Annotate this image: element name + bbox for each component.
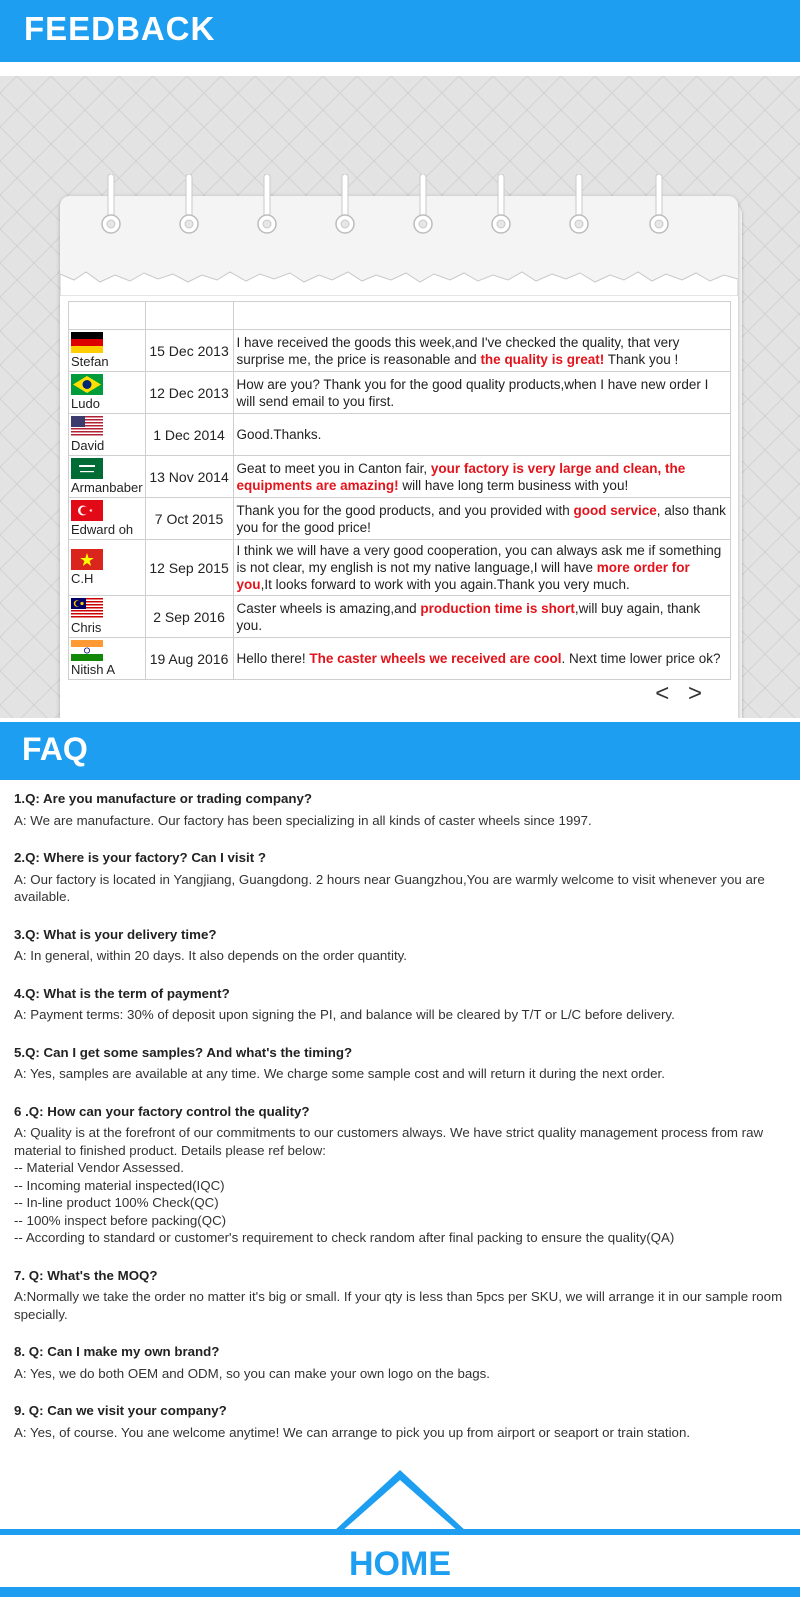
feedback-message-highlight: production time is short — [420, 600, 575, 616]
brazil-flag-icon — [71, 374, 103, 395]
feedback-date: 12 Sep 2015 — [145, 540, 233, 596]
faq-answer: A: Yes, samples are available at any time. We charge some sample cost and will return it during the next order. — [14, 1066, 665, 1081]
faq-banner — [0, 722, 800, 780]
faq-question: 5.Q: Can I get some samples? And what's the timing? — [14, 1044, 353, 1060]
faq-answer: A: Yes, we do both OEM and ODM, so you can make your own logo on the bags. — [14, 1365, 491, 1381]
feedback-title: FEEDBACK — [24, 10, 216, 47]
feedback-row — [69, 330, 731, 372]
turkey-flag-icon — [71, 500, 103, 521]
feedback-pager — [655, 680, 708, 708]
faq-item — [14, 1343, 790, 1382]
feedback-user-cell — [69, 414, 146, 456]
feedback-date: 15 Dec 2013 — [145, 330, 233, 372]
faq-question: 7. Q: What's the MOQ? — [14, 1267, 158, 1283]
saudi-flag-icon — [71, 458, 103, 479]
malaysia-flag-icon — [71, 598, 103, 619]
faq-answer: A: Our factory is located in Yangjiang, Guangdong. 2 hours near Guangzhou,You are warmly welcome to visit whenever you are available. — [14, 871, 765, 904]
header-cell-message — [233, 302, 730, 330]
feedback-user-cell — [69, 540, 146, 596]
faq-question: 6 .Q: How can your factory control the quality? — [14, 1103, 310, 1119]
feedback-message — [233, 372, 730, 414]
feedback-message-text: will have long term business with you! — [398, 477, 629, 493]
spiral-ring-6 — [490, 174, 512, 244]
faq-question: 8. Q: Can I make my own brand? — [14, 1344, 220, 1359]
header-cell-user — [69, 302, 146, 330]
faq-item — [14, 849, 790, 906]
feedback-row — [69, 414, 731, 456]
feedback-message-text: Thank you ! — [604, 351, 679, 367]
feedback-message-highlight: The caster wheels we received are cool — [309, 651, 562, 666]
faq-item — [14, 1103, 790, 1247]
spiral-ring-3 — [256, 174, 278, 244]
feedback-row — [69, 456, 731, 498]
feedback-row — [69, 540, 731, 596]
faq-question: 2.Q: Where is your factory? Can I visit ? — [14, 850, 266, 865]
feedback-notepad — [60, 196, 742, 718]
feedback-user-cell — [69, 372, 146, 414]
feedback-message — [233, 498, 730, 540]
feedback-banner — [0, 0, 800, 62]
spiral-ring-1 — [100, 174, 122, 244]
feedback-user-name: Chris — [71, 620, 102, 635]
faq-answer: A:Normally we take the order no matter it's big or small. If your qty is less than 5pcs per SKU, we will arrange it in our sample room specially. — [14, 1289, 783, 1322]
faq-list — [14, 790, 790, 1461]
feedback-message-text: I have received the goods this week,and I've checked the quality, that very surprise me, the price is reasonable and — [236, 334, 680, 367]
faq-title: FAQ — [22, 731, 88, 767]
feedback-message — [233, 596, 730, 638]
faq-question: 4.Q: What is the term of payment? — [14, 985, 230, 1001]
next-page-button[interactable]: > — [687, 680, 708, 707]
faq-answer: A: Quality is at the forefront of our commitments to our customers always. We have strict quality management process from raw material to finished product. Details please ref below: -- Material Vendor Assessed. -- Incoming material inspected(IQC) -- In-line product 100% Check(QC) -- 100% inspect before packing(QC) -- According to standard or customer's requirement to check random after final packing to ensure the quality(QA) — [14, 1125, 764, 1245]
feedback-message — [233, 638, 730, 680]
header-cell-date — [145, 302, 233, 330]
feedback-message — [233, 456, 730, 498]
feedback-message — [233, 540, 730, 596]
feedback-message — [233, 330, 730, 372]
germany-flag-icon — [71, 332, 103, 353]
faq-question: 1.Q: Are you manufacture or trading company? — [14, 791, 312, 806]
faq-answer: A: In general, within 20 days. It also depends on the order quantity. — [14, 948, 407, 963]
feedback-message-highlight: good service — [573, 502, 657, 518]
feedback-user-name: Armanbaber — [71, 480, 143, 495]
feedback-user-cell — [69, 638, 146, 680]
home-link[interactable]: HOME — [349, 1545, 451, 1583]
feedback-user-cell — [69, 596, 146, 638]
feedback-date: 13 Nov 2014 — [145, 456, 233, 498]
feedback-user-name: Nitish A — [71, 662, 116, 677]
vietnam-flag-icon — [71, 549, 103, 570]
feedback-row — [69, 596, 731, 638]
faq-question: 9. Q: Can we visit your company? — [14, 1403, 227, 1418]
feedback-user-name: Edward oh — [71, 522, 134, 537]
faq-item — [14, 790, 790, 829]
feedback-date: 1 Dec 2014 — [145, 414, 233, 456]
faq-item — [14, 985, 790, 1024]
spiral-ring-8 — [648, 174, 670, 244]
feedback-user-name: Stefan — [71, 354, 109, 369]
feedback-row — [69, 498, 731, 540]
feedback-date: 19 Aug 2016 — [145, 638, 233, 680]
feedback-message-text: Geat to meet you in Canton fair, — [236, 460, 431, 476]
feedback-message-text: Thank you for the good products, and you provided with — [236, 502, 574, 518]
feedback-row — [69, 638, 731, 680]
faq-answer: A: We are manufacture. Our factory has been specializing in all kinds of caster wheels since 1997. — [14, 812, 592, 828]
feedback-message-text: ,will buy again, thank you. — [236, 600, 701, 633]
feedback-message-text: , also thank you for the good price! — [236, 502, 726, 535]
torn-paper-edge — [60, 266, 738, 296]
faq-item — [14, 1044, 790, 1083]
spiral-ring-4 — [334, 174, 356, 244]
feedback-message-text: Good.Thanks. — [236, 427, 322, 442]
faq-answer: A: Payment terms: 30% of deposit upon signing the PI, and balance will be cleared by T/T or L/C before delivery. — [14, 1007, 675, 1022]
feedback-user-name: C.H — [71, 571, 94, 586]
notepad-front-sheet — [60, 196, 738, 718]
faq-answer: A: Yes, of course. You ane welcome anytime! We can arrange to pick you up from airport or seaport or train station. — [14, 1424, 691, 1440]
feedback-message-text: . Next time lower price ok? — [561, 651, 721, 666]
feedback-message-text: ,It looks forward to work with you again.Thank you very much. — [260, 577, 630, 592]
feedback-date: 2 Sep 2016 — [145, 596, 233, 638]
feedback-table — [68, 301, 731, 680]
feedback-message-highlight: the quality is great! — [480, 351, 605, 367]
feedback-row — [69, 372, 731, 414]
feedback-message — [233, 414, 730, 456]
faq-question: 3.Q: What is your delivery time? — [14, 926, 217, 942]
feedback-user-cell — [69, 330, 146, 372]
feedback-date: 7 Oct 2015 — [145, 498, 233, 540]
feedback-user-cell — [69, 456, 146, 498]
feedback-table-header — [69, 302, 731, 330]
feedback-message-text: How are you? Thank you for the good quality products,when I have new order I will send email to you first. — [236, 376, 709, 409]
faq-item — [14, 1267, 790, 1324]
feedback-user-cell — [69, 498, 146, 540]
usa-flag-icon — [71, 416, 103, 437]
spiral-ring-5 — [412, 174, 434, 244]
feedback-message-highlight: your factory is very large and clean, the equipments are amazing! — [236, 460, 686, 493]
prev-page-button[interactable]: < — [655, 680, 676, 707]
spiral-ring-7 — [568, 174, 590, 244]
feedback-message-text: Caster wheels is amazing,and — [236, 600, 421, 616]
feedback-user-name: Ludo — [71, 396, 100, 411]
feedback-message-text: Hello there! — [236, 651, 310, 666]
faq-item — [14, 926, 790, 965]
feedback-user-name: David — [71, 438, 105, 453]
feedback-message-highlight: more order for you — [236, 560, 690, 592]
spiral-ring-2 — [178, 174, 200, 244]
feedback-date: 12 Dec 2013 — [145, 372, 233, 414]
feedback-message-text: I think we will have a very good cooperation, you can always ask me if something is not clear, my english is not my native language,I will have — [236, 543, 722, 575]
feedback-board — [0, 76, 800, 718]
faq-item — [14, 1402, 790, 1441]
india-flag-icon — [71, 640, 103, 661]
